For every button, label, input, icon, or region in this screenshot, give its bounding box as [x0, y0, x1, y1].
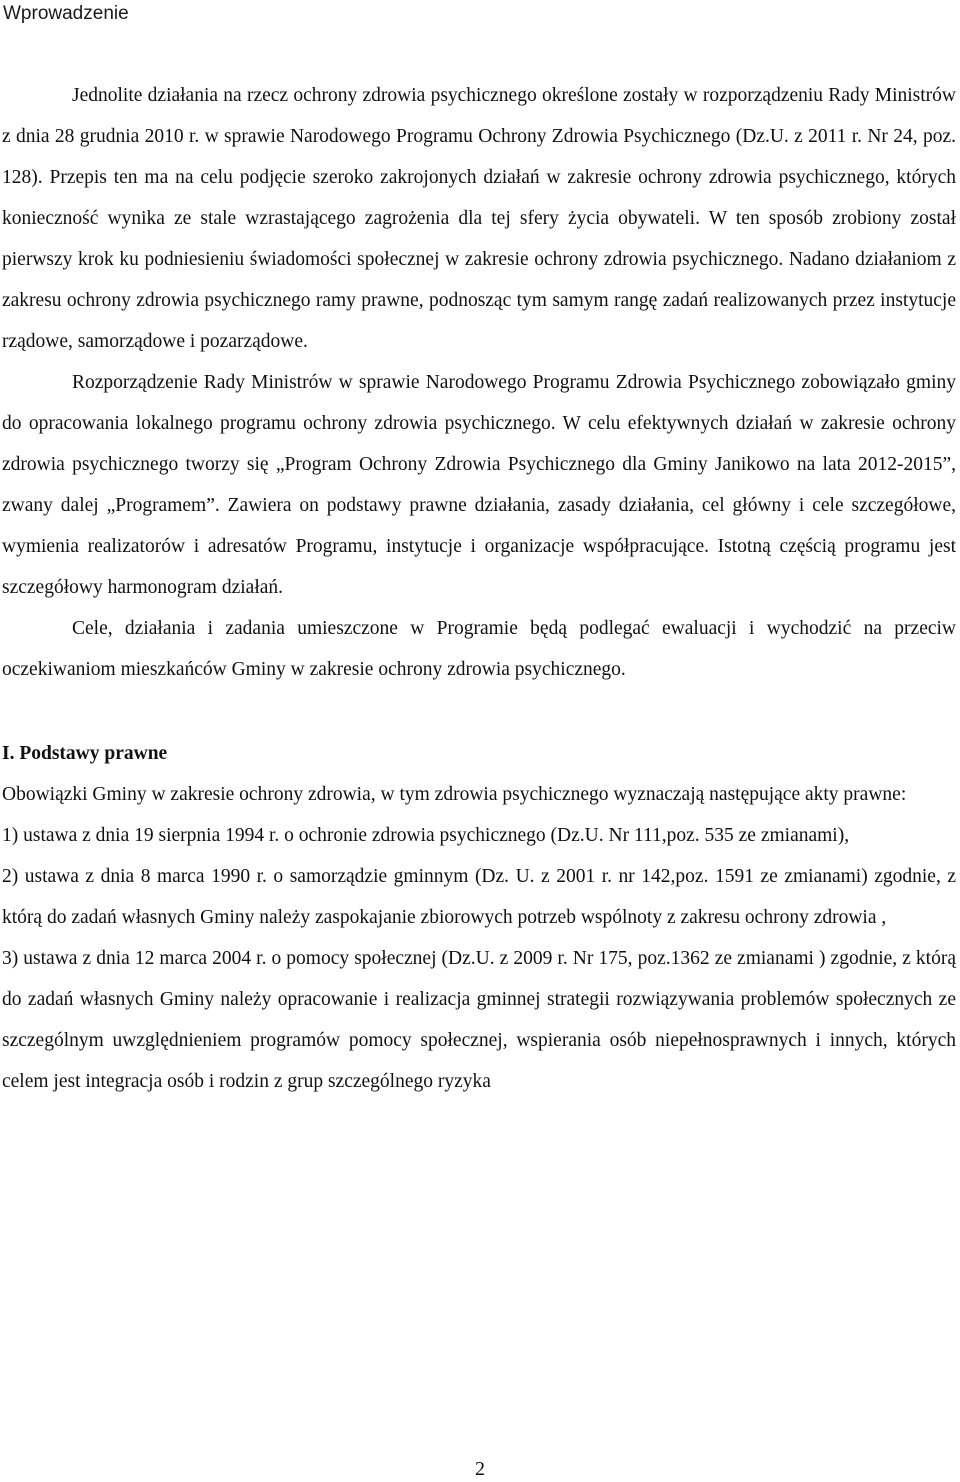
- intro-paragraph-3: Cele, działania i zadania umieszczone w Programie będą podlegać ewaluacji i wychodzić na przeciw oczekiwaniom mieszkańców Gminy w zakresie ochrony zdrowia psychicznego.: [2, 618, 956, 680]
- document-body: [2, 75, 956, 1102]
- intro-paragraph-1: Jednolite działania na rzecz ochrony zdrowia psychicznego określone zostały w rozporządzeniu Rady Ministrów z dnia 28 grudnia 2010 r. w sprawie Narodowego Programu Ochrony Zdrowia Psychicznego (Dz.U. z 2011 r. Nr 24, poz. 128). Przepis ten ma na celu podjęcie szeroko zakrojonych działań w zakresie ochrony zdrowia psychicznego, których konieczność wynika ze stale wzrastającego zagrożenia dla tej sfery życia obywateli. W ten sposób zrobiony został pierwszy krok ku podniesieniu świadomości społecznej w zakresie ochrony zdrowia psychicznego. Nadano działaniom z zakresu ochrony zdrowia psychicznego ramy prawne, podnosząc tym samym rangę zadań realizowanych przez instytucje rządowe, samorządowe i pozarządowe.: [2, 85, 956, 352]
- section-lead-paragraph: Obowiązki Gminy w zakresie ochrony zdrowia, w tym zdrowia psychicznego wyznaczają następujące akty prawne:: [2, 784, 907, 805]
- intro-paragraph-2: Rozporządzenie Rady Ministrów w sprawie Narodowego Programu Zdrowia Psychicznego zobowiązało gminy do opracowania lokalnego programu ochrony zdrowia psychicznego. W celu efektywnych działań w zakresie ochrony zdrowia psychicznego tworzy się „Program Ochrony Zdrowia Psychicznego dla Gminy Janikowo na lata 2012-2015”, zwany dalej „Programem”. Zawiera on podstawy prawne działania, zasady działania, cel główny i cele szczegółowe, wymienia realizatorów i adresatów Programu, instytucje i organizacje współpracujące. Istotną częścią programu jest szczegółowy harmonogram działań.: [2, 372, 956, 598]
- section-title-legal-basis: I. Podstawy prawne: [2, 743, 168, 764]
- legal-act-item-3: 3) ustawa z dnia 12 marca 2004 r. o pomocy społecznej (Dz.U. z 2009 r. Nr 175, poz.1362 ze zmianami ) zgodnie, z którą do zadań własnych Gminy należy opracowanie i realizacja gminnej strategii rozwiązywania problemów społecznych ze szczególnym uwzględnieniem programów pomocy społecznej, wspierania osób niepełnosprawnych i innych, których celem jest integracja osób i rodzin z grup szczególnego ryzyka: [2, 948, 956, 1092]
- page-header: Wprowadzenie: [3, 3, 129, 24]
- legal-act-item-1: 1) ustawa z dnia 19 sierpnia 1994 r. o ochronie zdrowia psychicznego (Dz.U. Nr 111,poz. 535 ze zmianami),: [2, 825, 850, 846]
- page-number: 2: [475, 1458, 485, 1480]
- legal-act-item-2: 2) ustawa z dnia 8 marca 1990 r. o samorządzie gminnym (Dz. U. z 2001 r. nr 142,poz. 1591 ze zmianami) zgodnie, z którą do zadań własnych Gminy należy zaspokajanie zbiorowych potrzeb wspólnoty z zakresu ochrony zdrowia ,: [2, 866, 956, 928]
